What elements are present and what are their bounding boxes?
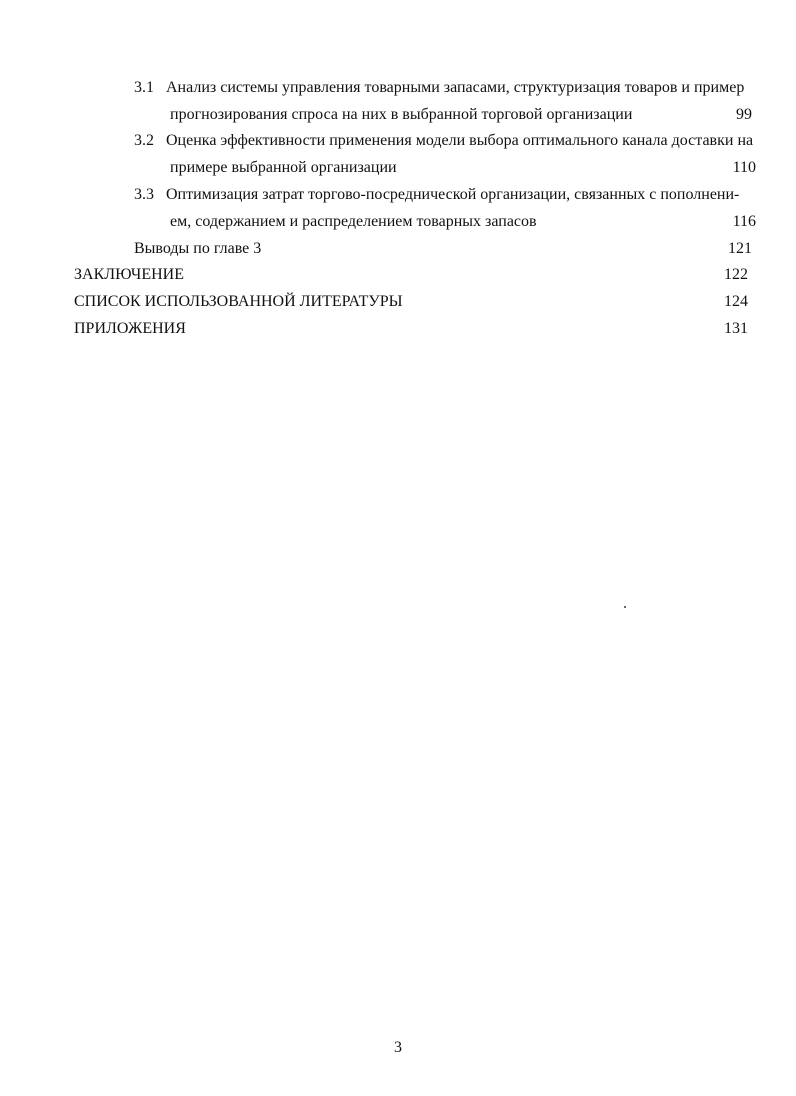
toc-section-3-3-line2: ем, содержанием и распределением товарных запасов bbox=[170, 213, 537, 230]
toc-section-number: 3.1 bbox=[134, 79, 154, 96]
toc-entry-appendices: ПРИЛОЖЕНИЯ bbox=[74, 320, 186, 337]
toc-page-ref: 116 bbox=[732, 213, 756, 230]
toc-section-3-3-line1 bbox=[134, 185, 739, 205]
toc-entry-bibliography: СПИСОК ИСПОЛЬЗОВАННОЙ ЛИТЕРАТУРЫ bbox=[74, 293, 403, 310]
toc-page-ref: 131 bbox=[724, 320, 748, 337]
toc-section-3-1-line1 bbox=[134, 78, 744, 98]
toc-section-3-1-line2: прогнозирования спроса на них в выбранной торговой организации bbox=[170, 106, 633, 123]
toc-section-title: Оценка эффективности применения модели выбора оптимального канала доставки на bbox=[166, 132, 754, 149]
page-number: 3 bbox=[394, 1039, 402, 1056]
toc-page-ref: 99 bbox=[736, 106, 752, 123]
toc-page-ref: 121 bbox=[728, 240, 752, 257]
toc-section-title: Анализ системы управления товарными запасами, структуризация товаров и пример bbox=[166, 79, 745, 96]
toc-section-3-2-line1 bbox=[134, 131, 753, 151]
toc-page-ref: 110 bbox=[732, 159, 756, 176]
toc-section-number: 3.3 bbox=[134, 186, 154, 203]
toc-section-title: Оптимизация затрат торгово-посреднической организации, связанных с пополнени- bbox=[166, 186, 740, 203]
toc-page-ref: 122 bbox=[724, 266, 748, 283]
toc-entry-conclusion: ЗАКЛЮЧЕНИЕ bbox=[74, 266, 184, 283]
toc-section-number: 3.2 bbox=[134, 132, 154, 149]
scan-speck bbox=[624, 606, 626, 608]
toc-section-3-2-line2: примере выбранной организации bbox=[170, 159, 397, 176]
toc-page-ref: 124 bbox=[724, 293, 748, 310]
toc-chapter-conclusions: Выводы по главе 3 bbox=[134, 240, 262, 257]
